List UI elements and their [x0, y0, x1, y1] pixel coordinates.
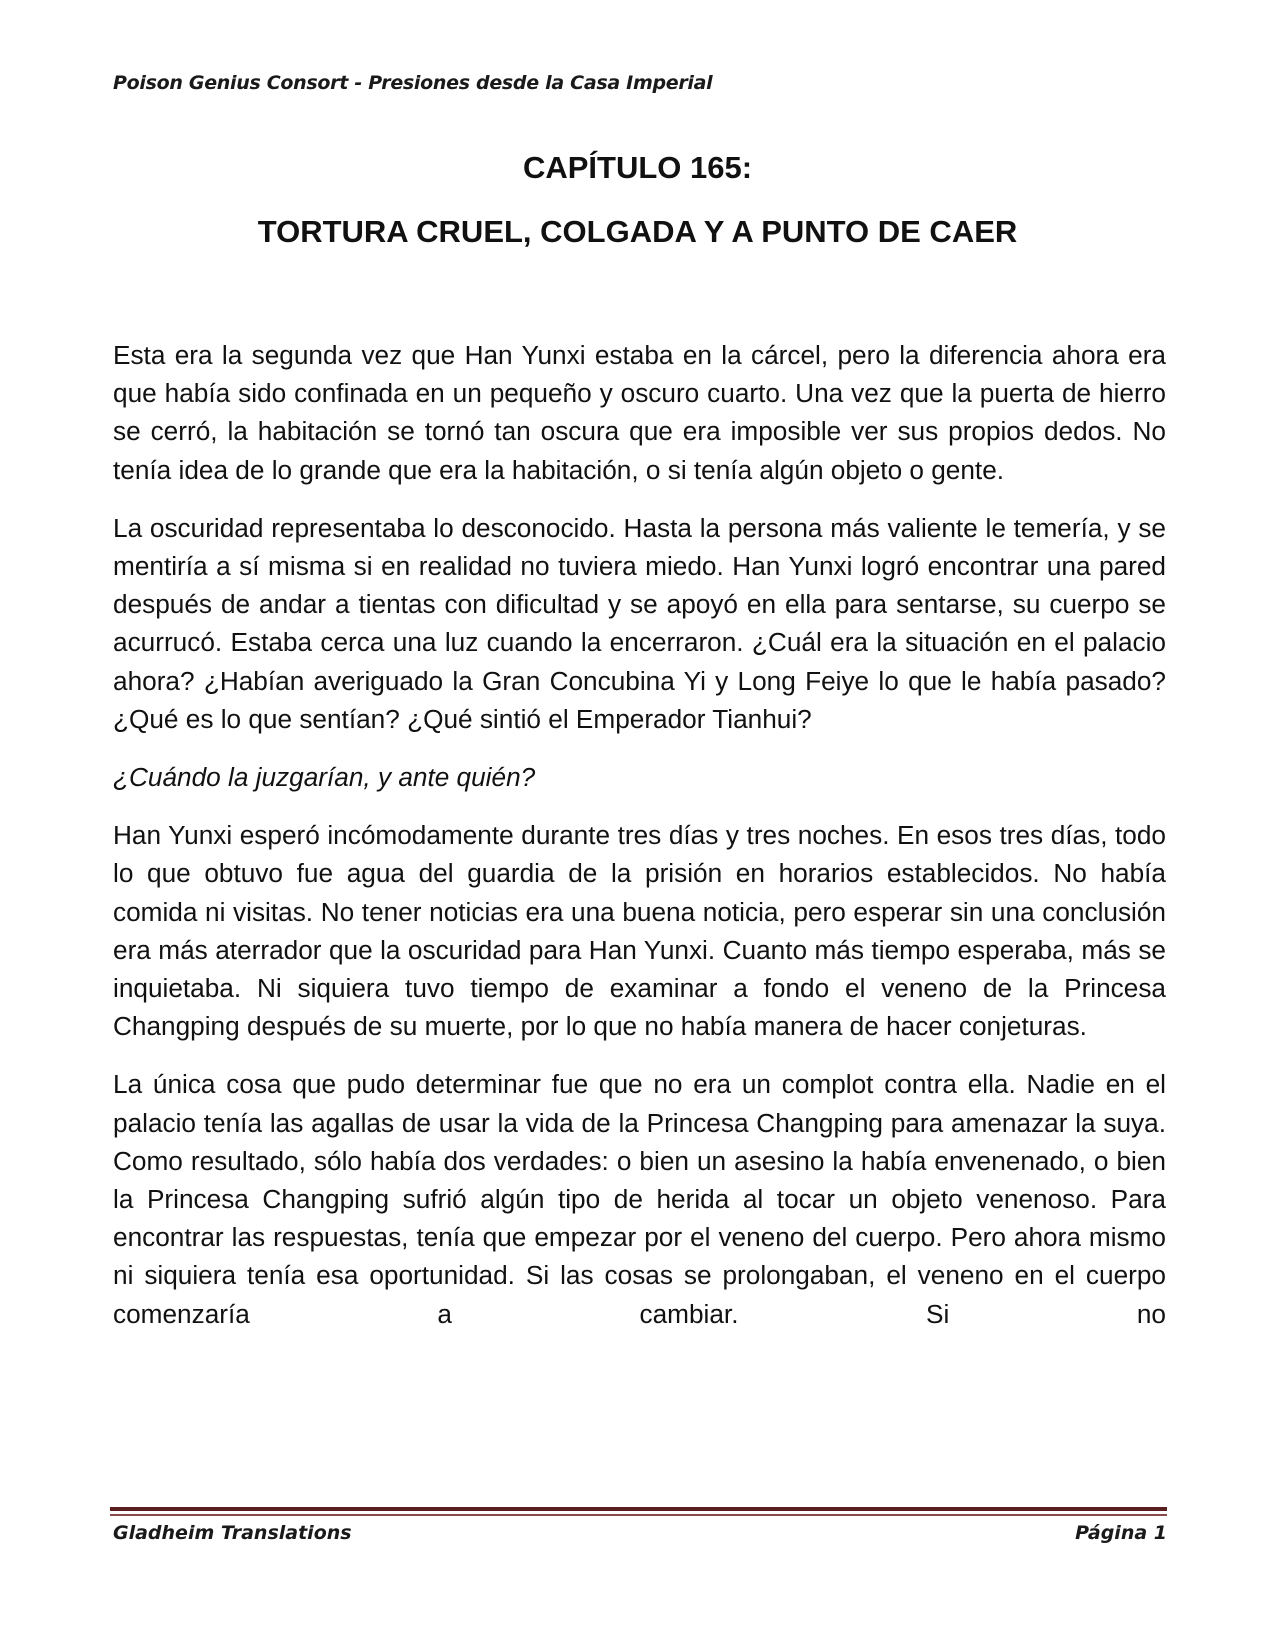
- footer-translator: Gladheim Translations: [113, 1522, 352, 1544]
- chapter-title: TORTURA CRUEL, COLGADA Y A PUNTO DE CAER: [257, 214, 1018, 249]
- page-number: Página 1: [1075, 1522, 1167, 1544]
- chapter-body: [113, 336, 1166, 1353]
- running-header: Poison Genius Consort - Presiones desde la Casa Imperial: [113, 72, 713, 94]
- paragraph-2: La oscuridad representaba lo desconocido. Hasta la persona más valiente le temería, y se mentiría a sí misma si en realidad no tuviera miedo. Han Yunxi logró encontrar una pared después de andar a tientas con dificultad y se apoyó en ella para sentarse, su cuerpo se acurrucó. Estaba cerca una luz cuando la encerraron. ¿Cuál era la situación en el palacio ahora? ¿Habían averiguado la Gran Concubina Yi y Long Feiye lo que le había pasado? ¿Qué es lo que sentían? ¿Qué sintió el Emperador Tianhui?: [113, 512, 1166, 734]
- paragraph-3-italic: ¿Cuándo la juzgarían, y ante quién?: [113, 762, 536, 793]
- paragraph-4: Han Yunxi esperó incómodamente durante tres días y tres noches. En esos tres días, todo lo que obtuvo fue agua del guardia de la prisión en horarios establecidos. No había comida ni visitas. No tener noticias era una buena noticia, pero esperar sin una conclusión era más aterrador que la oscuridad para Han Yunxi. Cuanto más tiempo esperaba, más se inquietaba. Ni siquiera tuvo tiempo de examinar a fondo el veneno de la Princesa Changping después de su muerte, por lo que no había manera de hacer conjeturas.: [113, 820, 1166, 1042]
- footer-divider-thin: [110, 1514, 1167, 1516]
- paragraph-1: Esta era la segunda vez que Han Yunxi estaba en la cárcel, pero la diferencia ahora era que había sido confinada en un pequeño y oscuro cuarto. Una vez que la puerta de hierro se cerró, la habitación se tornó tan oscura que era imposible ver sus propios dedos. No tenía idea de lo grande que era la habitación, o si tenía algún objeto o gente.: [113, 340, 1166, 485]
- paragraph-5: La única cosa que pudo determinar fue que no era un complot contra ella. Nadie en el palacio tenía las agallas de usar la vida de la Princesa Changping para amenazar la suya. Como resultado, sólo había dos verdades: o bien un asesino la había envenenado, o bien la Princesa Changping sufrió algún tipo de herida al tocar un objeto venenoso. Para encontrar las respuestas, tenía que empezar por el veneno del cuerpo. Pero ahora mismo ni siquiera tenía esa oportunidad. Si las cosas se prolongaban, el veneno en el cuerpo comenzaría a cambiar. Si no: [113, 1069, 1166, 1329]
- chapter-number: CAPÍTULO 165:: [522, 150, 753, 185]
- footer-divider: [110, 1507, 1167, 1511]
